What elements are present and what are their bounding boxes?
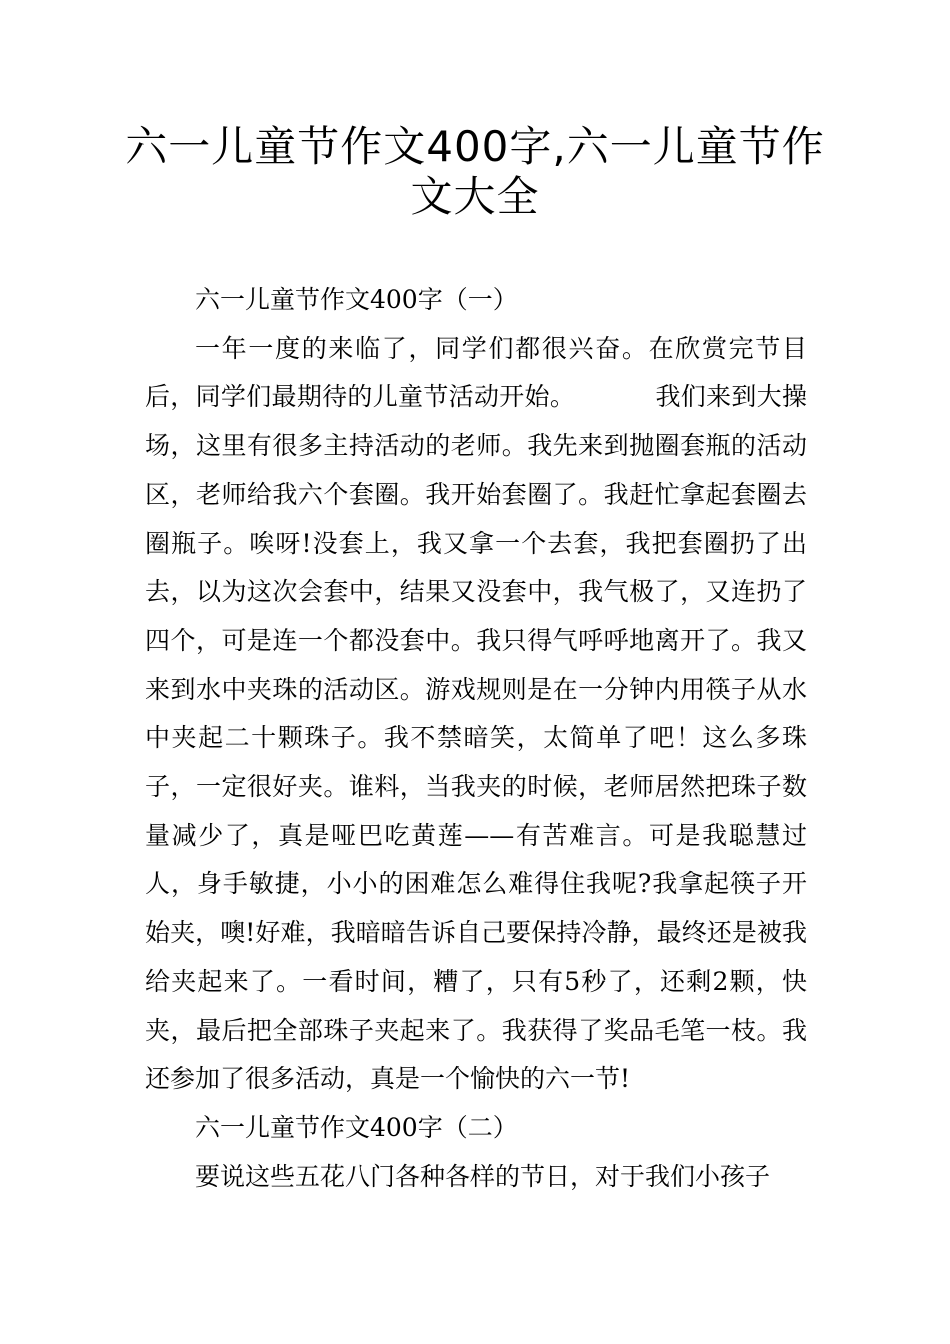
paragraph-1-part-1: 一年一度的来临了，同学们都很兴奋。在欣赏完节目后，同学们最期待的儿童节活动开始。 [145,333,807,412]
document-body [145,276,807,1201]
section-paragraph-1 [145,325,807,1104]
section-heading-1: 六一儿童节作文400字（一） [195,285,518,314]
paragraph-1-part-2: 我们来到大操场，这里有很多主持活动的老师。我先来到抛圈套瓶的活动区，老师给我六个套圈。我开始套圈了。我赶忙拿起套圈去圈瓶子。唉呀!没套上，我又拿一个去套，我把套圈扔了出去，以为这次会套中，结果又没套中，我气极了，又连扔了四个，可是连一个都没套中。我只得气呼呼地离开了。我又来到水中夹珠的活动区。游戏规则是在一分钟内用筷子从水中夹起二十颗珠子。我不禁暗笑，太简单了吧！这么多珠子，一定很好夹。谁料，当我夹的时候，老师居然把珠子数量减少了，真是哑巴吃黄莲——有苦难言。可是我聪慧过人，身手敏捷，小小的困难怎么难得住我呢?我拿起筷子开始夹，噢!好难，我暗暗告诉自己要保持冷静，最终还是被我给夹起来了。一看时间，糟了，只有5秒了，还剩2颗，快夹，最后把全部珠子夹起来了。我获得了奖品毛笔一枝。我还参加了很多活动，真是一个愉快的六一节! [145,382,807,1094]
section-heading-2: 六一儿童节作文400字（二） [195,1112,518,1142]
document-title: 六一儿童节作文400字,六一儿童节作文大全 [125,122,825,221]
section-paragraph-2: 要说这些五花八门各种各样的节日，对于我们小孩子 [195,1161,771,1191]
